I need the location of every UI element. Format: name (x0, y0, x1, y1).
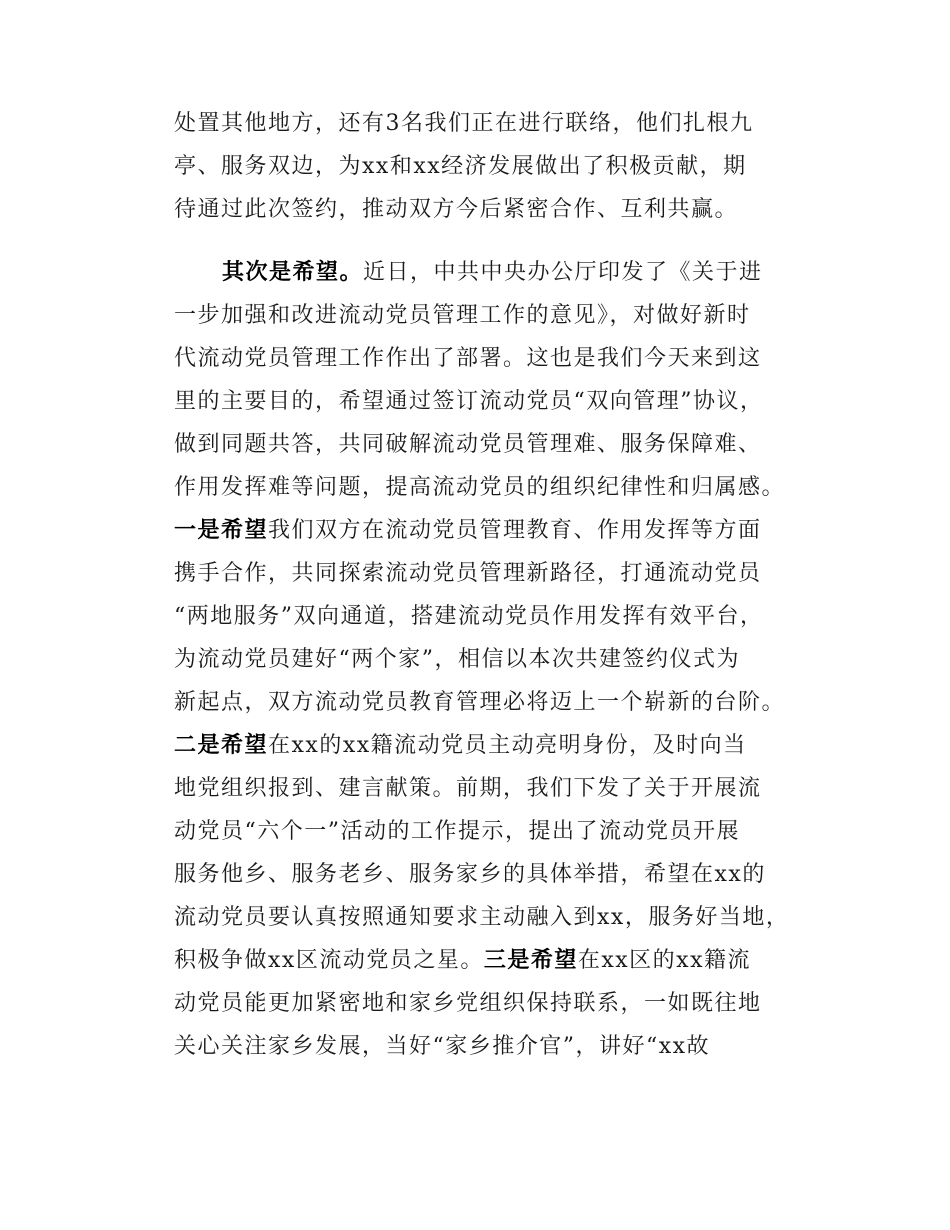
text-line (174, 103, 754, 145)
text-segment: 作用发挥难等问题，提高流动党员的组织纪律性和归属感。 (174, 475, 786, 500)
text-line (174, 295, 751, 337)
text-line (174, 189, 738, 231)
text-line (174, 467, 785, 509)
text-segment: 地党组织报到、建言献策。前期，我们下发了关于开展流 (174, 776, 762, 801)
text-segment: 近日，中共中央办公厅印发了《关于进 (363, 260, 763, 285)
text-segment: 积极争做xx区流动党员之星。 (174, 948, 484, 973)
text-line (174, 381, 764, 423)
text-segment: 服务他乡、服务老乡、服务家乡的具体举措，希望在xx的 (174, 862, 766, 887)
text-line (174, 553, 762, 595)
text-segment: 关心关注家乡发展，当好“家乡推介官”，讲好“xx故 (174, 1034, 711, 1059)
text-line (174, 510, 762, 552)
text-segment: 一步加强和改进流动党员管理工作的意见》，对做好新时 (174, 303, 751, 328)
text-segment: 新起点，双方流动党员教育管理必将迈上一个崭新的台阶。 (174, 690, 786, 715)
text-line (174, 596, 764, 638)
text-segment: “两地服务”双向通道，搭建流动党员作用发挥有效平台， (174, 604, 764, 629)
text-segment: 待通过此次签约，推动双方今后紧密合作、互利共赢。 (174, 197, 739, 222)
bold-heading-phrase: 二是希望 (174, 733, 269, 758)
text-line (222, 252, 763, 294)
text-segment: 代流动党员管理工作作出了部署。这也是我们今天来到这 (174, 346, 762, 371)
text-line (174, 940, 751, 982)
text-line (174, 768, 762, 810)
text-segment: 动党员能更加紧密地和家乡党组织保持联系，一如既往地 (174, 991, 762, 1016)
text-line (174, 682, 785, 724)
text-segment: 动党员“六个一”活动的工作提示，提出了流动党员开展 (174, 819, 740, 844)
text-line (174, 146, 747, 188)
text-segment: 在xx的xx籍流动党员主动亮明身份，及时向当 (268, 733, 747, 758)
text-line (174, 897, 789, 939)
text-segment: 流动党员要认真按照通知要求主动融入到xx，服务好当地， (174, 905, 790, 930)
text-segment: 我们双方在流动党员管理教育、作用发挥等方面 (268, 518, 762, 543)
bold-heading-phrase: 其次是希望。 (222, 260, 364, 285)
text-segment: 亭、服务双边，为xx和xx经济发展做出了积极贡献，期 (174, 154, 747, 179)
text-line (174, 725, 747, 767)
text-line (174, 811, 740, 853)
bold-heading-phrase: 三是希望 (483, 948, 578, 973)
bold-heading-phrase: 一是希望 (174, 518, 269, 543)
text-line (174, 854, 766, 896)
text-segment: 处置其他地方，还有3名我们正在进行联络，他们扎根九 (174, 111, 754, 136)
text-line (174, 424, 762, 466)
text-segment: 做到同题共答，共同破解流动党员管理难、服务保障难、 (174, 432, 762, 457)
text-line (174, 338, 762, 380)
text-segment: 里的主要目的，希望通过签订流动党员“双向管理”协议， (174, 389, 764, 414)
text-segment: 为流动党员建好“两个家”，相信以本次共建签约仪式为 (174, 647, 740, 672)
text-line (174, 1026, 710, 1068)
text-line (174, 983, 762, 1025)
text-segment: 携手合作，共同探索流动党员管理新路径，打通流动党员 (174, 561, 762, 586)
text-line (174, 639, 740, 681)
text-segment: 在xx区的xx籍流 (577, 948, 751, 973)
